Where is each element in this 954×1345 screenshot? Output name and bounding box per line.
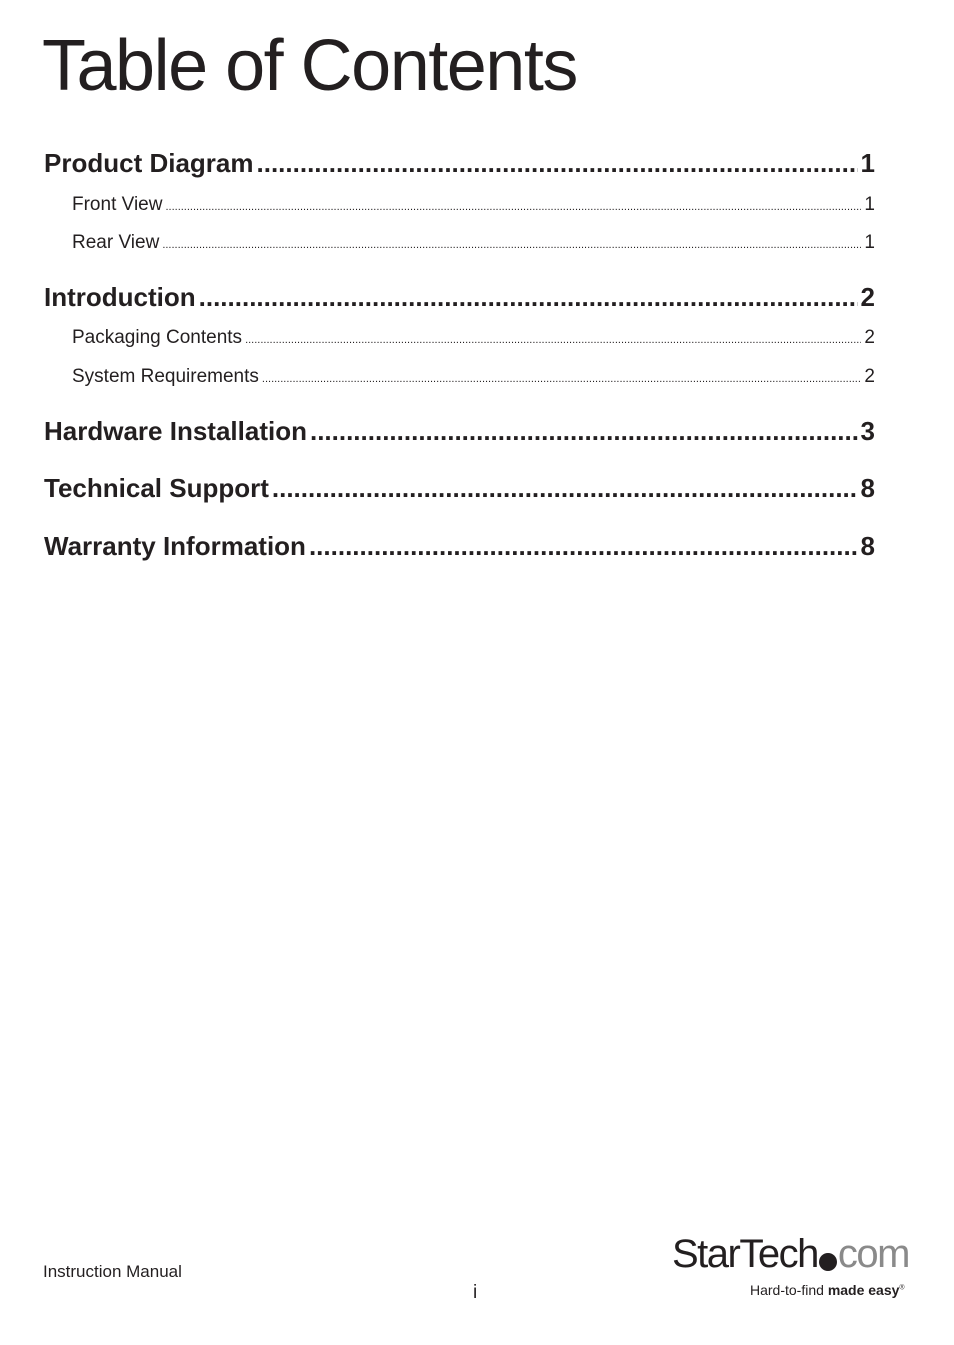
toc-page-number: 2 [864, 327, 875, 348]
footer-document-label: Instruction Manual [43, 1262, 182, 1281]
logo-brand-name: StarTech [672, 1232, 818, 1276]
startech-logo [672, 1232, 912, 1304]
toc-page-number: 2 [864, 366, 875, 387]
toc-entry-front-view[interactable] [72, 194, 875, 216]
toc-page-number: 1 [864, 232, 875, 253]
toc-page-number: 1 [860, 148, 875, 178]
toc-entry-label: Technical Support [44, 473, 269, 503]
toc-entry-label: Rear View [72, 232, 160, 253]
toc-entry-label: Hardware Installation [44, 416, 307, 446]
page-title: Table of Contents [42, 26, 577, 106]
logo-tagline-bold: made easy [827, 1282, 900, 1298]
toc-dot-leader [199, 282, 858, 313]
toc-dot-leader [165, 201, 861, 213]
logo-domain-suffix: com [837, 1232, 909, 1276]
toc-page-number: 3 [860, 416, 875, 446]
logo-wordmark [672, 1232, 909, 1276]
toc-dot-leader [272, 473, 858, 504]
toc-entry-label: Introduction [44, 282, 196, 312]
toc-dot-leader [262, 373, 862, 385]
toc-dot-leader [309, 531, 858, 562]
toc-entry-label: Front View [72, 194, 163, 215]
logo-tagline [750, 1282, 905, 1298]
toc-entry-introduction[interactable] [44, 282, 875, 313]
toc-entry-hardware-installation[interactable] [44, 416, 875, 447]
toc-dot-leader [162, 239, 861, 251]
footer-page-number: i [473, 1282, 478, 1303]
registered-mark: ® [899, 1284, 905, 1292]
toc-entry-product-diagram[interactable] [44, 148, 875, 179]
toc-entry-warranty-information[interactable] [44, 531, 875, 562]
logo-dot-icon [819, 1253, 837, 1271]
toc-entry-label: Warranty Information [44, 531, 306, 561]
toc-entry-label: Packaging Contents [72, 327, 243, 348]
toc-page-number: 2 [860, 282, 875, 312]
toc-page-number: 8 [860, 473, 875, 503]
toc-page-number: 8 [860, 531, 875, 561]
toc-entry-packaging-contents[interactable] [72, 327, 875, 349]
toc-dot-leader [257, 148, 858, 179]
toc-entry-label: System Requirements [72, 366, 259, 387]
toc-entry-system-requirements[interactable] [72, 366, 875, 388]
toc-dot-leader [245, 334, 861, 346]
toc-page-number: 1 [864, 194, 875, 215]
toc-entry-label: Product Diagram [44, 148, 254, 178]
toc-entry-rear-view[interactable] [72, 232, 875, 254]
toc-entry-technical-support[interactable] [44, 473, 875, 504]
toc-dot-leader [310, 416, 858, 447]
logo-tagline-regular: Hard-to-find [750, 1282, 828, 1298]
